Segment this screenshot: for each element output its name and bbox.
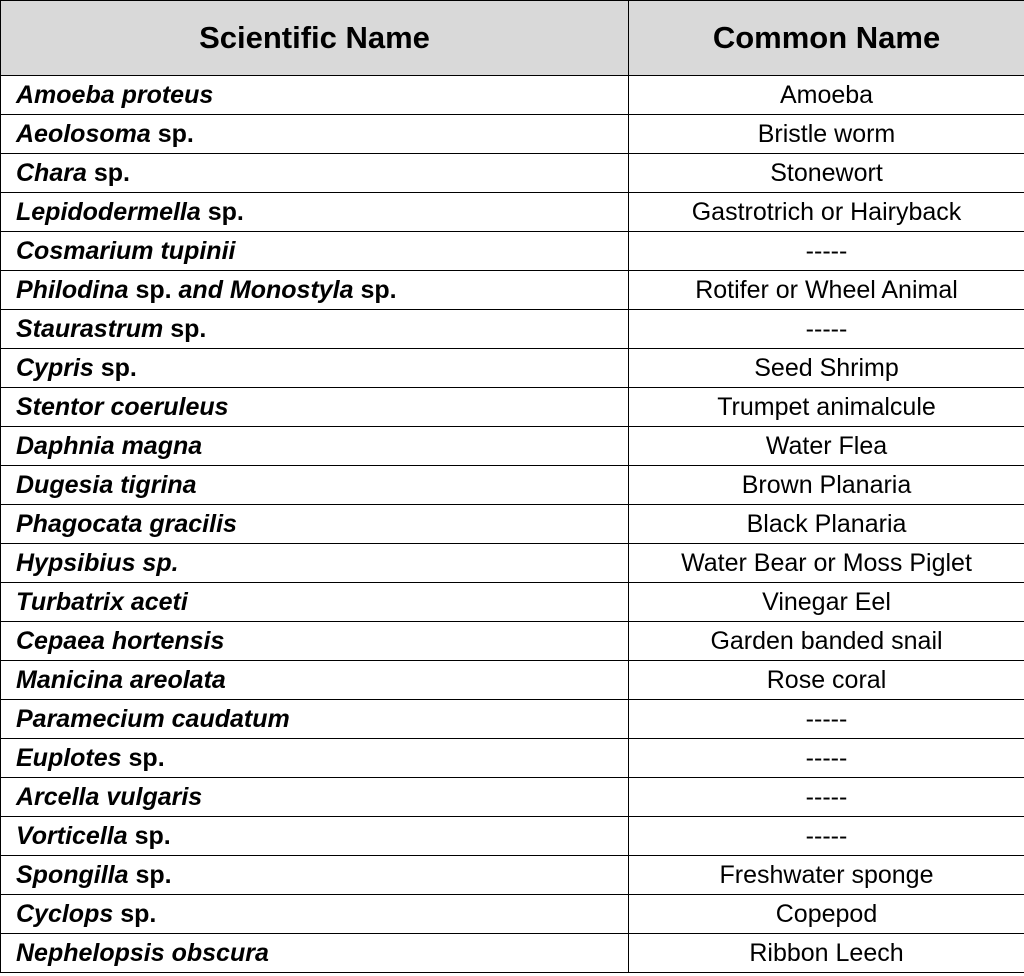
scientific-name-italic: Vorticella [16,821,128,850]
common-name-cell: ----- [629,778,1024,817]
scientific-name-italic: Lepidodermella [16,197,201,226]
table-row [1,466,1024,505]
table-row [1,271,1024,310]
scientific-name-italic: Stentor coeruleus [16,392,229,421]
common-name-cell: Seed Shrimp [629,349,1024,388]
scientific-name-cell [1,466,629,505]
table-row [1,427,1024,466]
scientific-name-italic: Dugesia tigrina [16,470,197,499]
header-common-name: Common Name [629,1,1024,76]
scientific-name-italic: Cosmarium tupinii [16,236,236,265]
table-row [1,895,1024,934]
common-name-cell: ----- [629,817,1024,856]
common-name-cell: ----- [629,700,1024,739]
scientific-name-suffix: sp. [163,314,207,343]
scientific-name-cell [1,505,629,544]
common-name-cell: Ribbon Leech [629,934,1024,973]
table-row [1,193,1024,232]
scientific-name-cell [1,817,629,856]
scientific-name-cell [1,115,629,154]
scientific-name-italic: Euplotes [16,743,122,772]
scientific-name-cell [1,154,629,193]
table-row [1,310,1024,349]
table-row [1,505,1024,544]
scientific-name-suffix: sp. [150,119,194,148]
scientific-name-cell [1,856,629,895]
table-row [1,154,1024,193]
scientific-name-suffix: sp. [128,275,179,304]
common-name-cell: ----- [629,739,1024,778]
scientific-name-suffix: sp. [200,197,244,226]
scientific-name-cell [1,583,629,622]
scientific-name-italic-second: and Monostyla [178,275,354,304]
scientific-name-cell [1,76,629,115]
scientific-name-italic: Staurastrum [16,314,164,343]
table-row [1,739,1024,778]
scientific-name-suffix: sp. [128,860,172,889]
scientific-name-suffix: sp. [121,743,165,772]
common-name-cell: Water Bear or Moss Piglet [629,544,1024,583]
scientific-name-italic: Nephelopsis obscura [16,938,269,967]
scientific-name-cell [1,622,629,661]
table-row [1,349,1024,388]
table-row [1,76,1024,115]
header-scientific-name: Scientific Name [1,1,629,76]
scientific-name-italic: Turbatrix aceti [16,587,188,616]
scientific-name-cell [1,232,629,271]
scientific-name-cell [1,349,629,388]
scientific-name-cell [1,427,629,466]
scientific-name-italic: Aeolosoma [16,119,151,148]
scientific-name-italic: Cepaea hortensis [16,626,225,655]
table-row [1,934,1024,973]
common-name-cell: Rose coral [629,661,1024,700]
scientific-name-cell [1,778,629,817]
scientific-name-italic: Spongilla [16,860,129,889]
scientific-name-italic: Cyclops [16,899,114,928]
table-row [1,388,1024,427]
scientific-name-italic: Phagocata gracilis [16,509,237,538]
scientific-name-suffix: sp. [113,899,157,928]
scientific-name-italic: Amoeba proteus [16,80,214,109]
scientific-name-italic: Hypsibius sp. [16,548,179,577]
scientific-name-cell [1,310,629,349]
common-name-cell: Gastrotrich or Hairyback [629,193,1024,232]
table-row [1,700,1024,739]
common-name-cell: Copepod [629,895,1024,934]
scientific-name-cell [1,193,629,232]
common-name-cell: Water Flea [629,427,1024,466]
common-name-cell: Amoeba [629,76,1024,115]
scientific-name-italic: Philodina [16,275,129,304]
common-name-cell: Bristle worm [629,115,1024,154]
common-name-cell: Black Planaria [629,505,1024,544]
scientific-name-cell [1,388,629,427]
table-row [1,778,1024,817]
table-row [1,622,1024,661]
table-row [1,856,1024,895]
common-name-cell: Stonewort [629,154,1024,193]
common-name-cell: Garden banded snail [629,622,1024,661]
scientific-name-cell [1,895,629,934]
scientific-name-italic: Manicina areolata [16,665,226,694]
scientific-name-cell [1,544,629,583]
table-row [1,817,1024,856]
scientific-name-suffix: sp. [86,158,130,187]
scientific-name-cell [1,739,629,778]
scientific-name-italic: Chara [16,158,87,187]
table-row [1,232,1024,271]
scientific-name-cell [1,271,629,310]
scientific-name-italic: Daphnia magna [16,431,203,460]
table-row [1,661,1024,700]
scientific-name-italic: Arcella vulgaris [16,782,203,811]
header-row [1,1,1024,76]
scientific-name-suffix: sp. [93,353,137,382]
table-row [1,583,1024,622]
scientific-name-cell [1,934,629,973]
table-row [1,115,1024,154]
common-name-cell: ----- [629,310,1024,349]
common-name-cell: Trumpet animalcule [629,388,1024,427]
common-name-cell: ----- [629,232,1024,271]
common-name-cell: Brown Planaria [629,466,1024,505]
scientific-name-italic: Paramecium caudatum [16,704,290,733]
scientific-name-cell [1,700,629,739]
scientific-name-suffix-second: sp. [353,275,397,304]
common-name-cell: Vinegar Eel [629,583,1024,622]
scientific-name-italic: Cypris [16,353,94,382]
table-row [1,544,1024,583]
common-name-cell: Freshwater sponge [629,856,1024,895]
scientific-name-cell [1,661,629,700]
scientific-name-suffix: sp. [127,821,171,850]
common-name-cell: Rotifer or Wheel Animal [629,271,1024,310]
